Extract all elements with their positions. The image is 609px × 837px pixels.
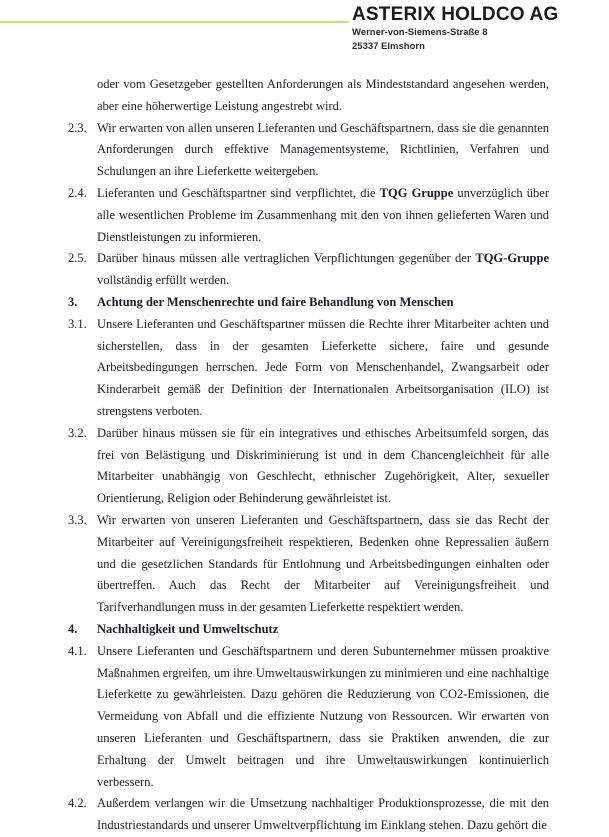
text-segment: unverzüglich über alle wesentlichen Probleme im Zusammenhang mit den von ihnen gelieferten Waren und Dienstleistungen zu informieren. [97,185,549,244]
address-line-2: 25337 Elmshorn [352,41,425,52]
paragraph [68,423,549,510]
paragraph-number: 4.1. [68,643,87,658]
paragraph-text [97,619,549,641]
paragraph-text [97,423,549,510]
paragraph-text [97,510,549,619]
paragraph [68,74,549,118]
paragraph-text [97,118,549,183]
paragraph-text [97,74,549,118]
text-segment: Lieferanten und Geschäftspartner sind verpflichtet, die [97,185,380,200]
text-segment: Wir erwarten von allen unseren Lieferanten und Geschäftspartnern, dass sie die genannten Anforderungen durch effektive Managementsysteme, Richtlinien, Verfahren und Schulungen an ihre Lieferkette weitergeben. [97,120,549,179]
paragraph-number: 4. [68,621,78,636]
text-segment: Wir erwarten von unseren Lieferanten und Geschäftspartnern, dass sie das Recht der Mitarbeiter auf Vereinigungsfreiheit respektieren, Bedenken ohne Repressalien äußern und die gesetzlichen Standards für Entlohnung und Arbeitsbedingungen einhalten oder übertreffen. Auch das Recht der Mitarbeiter auf Vereinigungsfreiheit und Tarifverhandlungen muss in der gesamten Lieferkette respektiert werden. [97,512,549,615]
header-rule [0,21,349,23]
paragraph [68,118,549,183]
paragraph [68,248,549,292]
bold-text-segment: Achtung der Menschenrechte und faire Behandlung von Menschen [97,294,454,309]
paragraph-number: 3.2. [68,425,87,440]
bold-text-segment: TQG Gruppe [379,185,454,200]
section-heading [68,292,549,314]
paragraph [68,641,549,794]
paragraph-text [97,314,549,423]
paragraph-number: 4.2. [68,796,87,811]
paragraph-text [97,248,549,292]
bold-text-segment: Nachhaltigkeit und Umweltschutz [97,621,279,636]
paragraph-text [97,183,549,248]
paragraph-text [97,793,549,837]
text-segment: Darüber hinaus müssen alle vertraglichen Verpflichtungen gegenüber der [97,251,476,266]
paragraph-text [97,292,549,314]
text-segment: Darüber hinaus müssen sie für ein integratives und ethisches Arbeitsumfeld sorgen, das frei von Belästigung und Diskriminierung ist und in dem Chancengleichheit für alle Mitarbeiter unabhängig von Geschlecht, ethnischer Zugehörigkeit, Alter, sexueller Orientierung, Religion oder Behinderung gewährleistet ist. [97,425,549,506]
text-segment: vollständig erfüllt werden. [97,273,230,288]
paragraph [68,793,549,837]
text-segment: oder vom Gesetzgeber gestellten Anforderungen als Mindeststandard angesehen werden, aber eine höherwertige Leistung angestrebt wird. [97,77,549,113]
paragraph [68,510,549,619]
paragraph-number: 3.3. [68,512,87,527]
paragraph-number: 2.4. [68,185,87,200]
paragraph-number: 2.3. [68,120,87,135]
letterhead-text [352,4,558,54]
text-segment: Unsere Lieferanten und Geschäftspartnern und deren Subunternehmer müssen proaktive Maßnahmen ergreifen, um ihre Umweltauswirkungen zu minimieren und eine nachhaltige Lieferkette zu gewährleisten. Dazu gehören die Reduzierung von CO2-Emissionen, die Vermeidung von Abfall und die effiziente Nutzung von Ressourcen. Wir erwarten von unseren Lieferanten und Geschäftspartnern, dass sie Praktiken anwenden, die zur Erhaltung der Umwelt beitragen und ihre Umweltauswirkungen kontinuierlich verbessern. [97,643,549,789]
paragraph [68,183,549,248]
document-body [68,74,549,837]
paragraph-number: 2.5. [68,251,87,266]
address-line-1: Werner-von-Siemens-Straße 8 [352,27,488,38]
paragraph-text [97,641,549,794]
company-name: ASTERIX HOLDCO AG [352,4,559,25]
bold-text-segment: TQG-Gruppe [475,251,549,266]
paragraph-number [68,74,97,118]
text-segment: Außerdem verlangen wir die Umsetzung nachhaltiger Produktionsprozesse, die mit den Industriestandards und unserer Umweltverpflichtung im Einklang stehen. Dazu gehört die [97,796,549,833]
paragraph-number: 3. [68,294,78,309]
section-heading [68,619,549,641]
paragraph-number: 3.1. [68,316,87,331]
paragraph [68,314,549,423]
text-segment: Unsere Lieferanten und Geschäftspartner müssen die Rechte ihrer Mitarbeiter achten und sicherstellen, dass in der gesamten Lieferkette sichere, faire und gesunde Arbeitsbedingungen herrschen. Jede Form von Menschenhandel, Zwangsarbeit oder Kinderarbeit gemäß der Definition der Internationalen Arbeitsorganisation (ILO) ist strengstens verboten. [97,316,549,418]
